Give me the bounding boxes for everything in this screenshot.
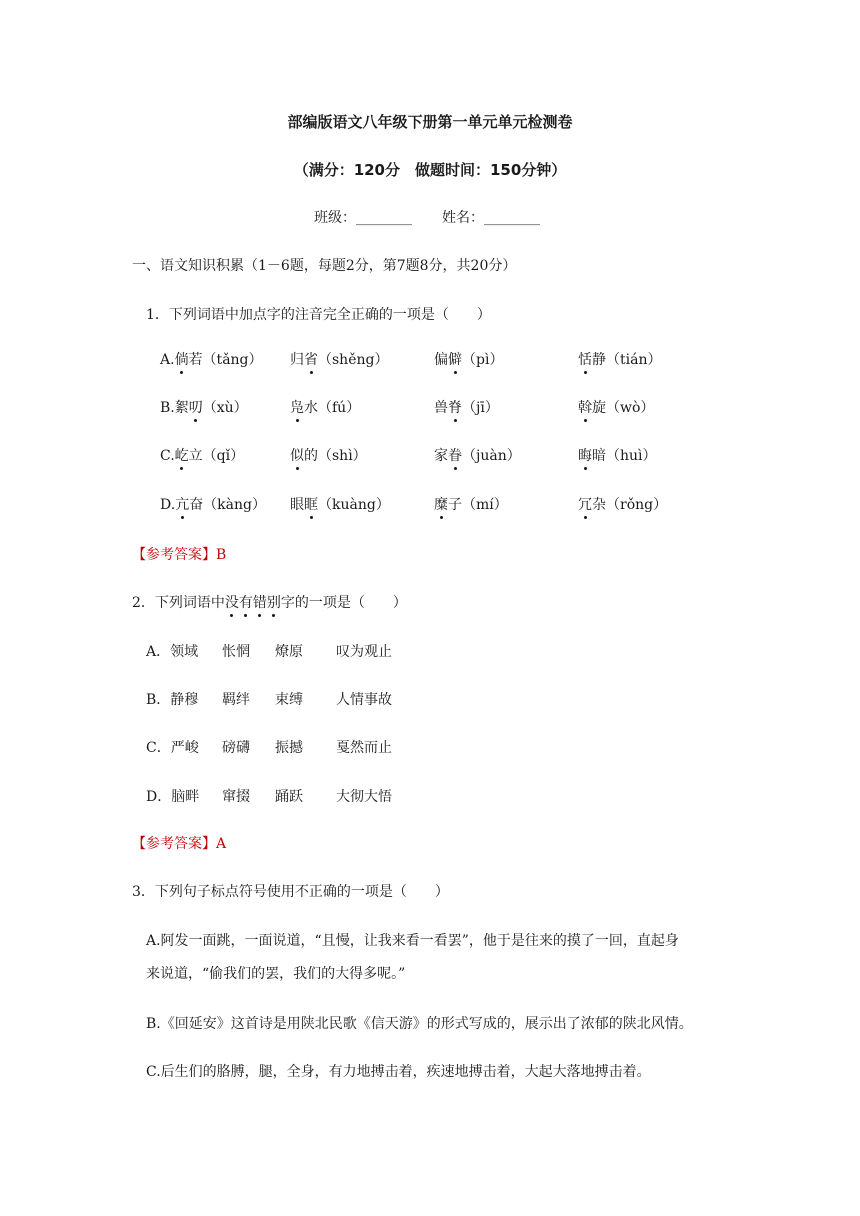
dotted-char: 屹 xyxy=(174,448,189,464)
page-subtitle: （满分：120分 做题时间：150分钟） xyxy=(293,161,567,179)
option-word: 大彻大悟 xyxy=(336,789,392,805)
option-word: 振撼 xyxy=(275,740,303,756)
q2-dotted-char: 没 xyxy=(224,595,239,611)
option-word: 燎原 xyxy=(275,644,303,660)
dotted-char: 脊 xyxy=(448,400,462,416)
option-label: C. xyxy=(160,448,175,464)
dotted-char: 晦 xyxy=(578,448,592,464)
q2-option-row xyxy=(146,787,199,807)
q3-option-c: C.后生们的胳膊，腿，全身，有力地搏击着，疾速地搏击着，大起大落地搏击着。 xyxy=(146,1064,651,1080)
q1-option-item xyxy=(160,398,248,418)
q1-option-item xyxy=(290,350,388,370)
q2-option-row xyxy=(146,642,198,662)
q3-option-a-line2: 来说道，“偷我们的罢，我们的大得多呢。” xyxy=(146,966,406,982)
option-label: A． xyxy=(146,644,171,660)
option-word: 严峻 xyxy=(170,740,199,756)
option-word: 静穆 xyxy=(170,692,199,708)
word-prefix: 絮 xyxy=(174,400,189,416)
word-prefix: 归 xyxy=(290,352,304,368)
page-title: 部编版语文八年级下册第一单元单元检测卷 xyxy=(287,113,573,131)
dotted-char: 似 xyxy=(290,448,304,464)
dotted-char: 眶 xyxy=(304,497,318,513)
word-suffix: 静（tián） xyxy=(592,352,662,368)
q2-option-row xyxy=(146,690,198,710)
q2-dotted-char: 有 xyxy=(238,595,253,611)
q2-stem-pre: 2．下列词语中 xyxy=(132,595,225,611)
q1-option-item xyxy=(290,446,367,466)
q1-stem: 1．下列词语中加点字的注音完全正确的一项是（ ） xyxy=(146,307,491,323)
q1-option-item xyxy=(160,350,263,370)
option-word: 羁绊 xyxy=(222,692,250,708)
option-label: B． xyxy=(146,692,171,708)
word-suffix: 水（fú） xyxy=(304,400,361,416)
dotted-char: 亢 xyxy=(175,497,190,513)
q2-stem xyxy=(132,593,407,613)
word-suffix: 奋（kàng） xyxy=(189,497,266,513)
option-word: 怅惘 xyxy=(222,644,250,660)
q2-answer: 【参考答案】A xyxy=(132,836,227,852)
dotted-char: 凫 xyxy=(290,400,304,416)
word-suffix: （kuàng） xyxy=(318,497,390,513)
q2-dotted-char: 别 xyxy=(266,595,281,611)
q2-option-row xyxy=(146,738,199,758)
q2-dotted-char: 错 xyxy=(252,595,267,611)
word-suffix: 旋（wò） xyxy=(592,400,655,416)
word-prefix: 兽 xyxy=(434,400,448,416)
word-suffix: 杂（rǒng） xyxy=(592,497,668,513)
option-label: D． xyxy=(146,789,172,805)
q1-option-item xyxy=(290,495,390,515)
q1-option-item xyxy=(578,350,661,370)
option-word: 脑畔 xyxy=(171,789,200,805)
dotted-char: 恬 xyxy=(578,352,592,368)
word-suffix: （xù） xyxy=(202,400,248,416)
q2-stem-post: 字的一项是（ ） xyxy=(280,595,407,611)
dotted-char: 糜 xyxy=(434,497,448,513)
option-word: 磅礴 xyxy=(222,740,250,756)
option-word: 窜掇 xyxy=(222,789,250,805)
name-field: 姓名：________ xyxy=(442,210,540,226)
dotted-char: 冗 xyxy=(578,497,592,513)
option-label: C． xyxy=(146,740,171,756)
q1-option-item xyxy=(434,398,499,418)
word-suffix: 暗（huì） xyxy=(592,448,657,464)
q1-option-item xyxy=(578,398,654,418)
dotted-char: 眷 xyxy=(448,448,462,464)
word-suffix: （shěng） xyxy=(318,352,389,368)
q1-option-item xyxy=(290,398,360,418)
q3-stem: 3．下列句子标点符号使用不正确的一项是（ ） xyxy=(132,884,449,900)
word-suffix: 立（qǐ） xyxy=(188,448,245,464)
dotted-char: 斡 xyxy=(578,400,592,416)
option-label: A. xyxy=(160,352,175,368)
word-suffix: 若（tǎng） xyxy=(188,352,263,368)
section-heading: 一、语文知识积累（1－6题，每题2分，第7题8分，共20分） xyxy=(132,258,517,274)
dotted-char: 省 xyxy=(304,352,318,368)
word-suffix: 的（shì） xyxy=(304,448,367,464)
option-word: 束缚 xyxy=(275,692,303,708)
q1-option-item xyxy=(434,495,508,515)
q1-answer: 【参考答案】B xyxy=(132,547,227,563)
word-suffix: （juàn） xyxy=(462,448,521,464)
word-suffix: （pì） xyxy=(462,352,504,368)
option-word: 人情事故 xyxy=(336,692,392,708)
option-label: B. xyxy=(160,400,175,416)
word-suffix: 子（mí） xyxy=(448,497,508,513)
option-word: 踊跃 xyxy=(275,789,303,805)
dotted-char: 叨 xyxy=(188,400,203,416)
dotted-char: 僻 xyxy=(448,352,462,368)
q1-option-item xyxy=(160,495,266,515)
q1-option-item xyxy=(434,350,503,370)
word-prefix: 家 xyxy=(434,448,448,464)
option-word: 叹为观止 xyxy=(336,644,392,660)
option-word: 戛然而止 xyxy=(336,740,392,756)
option-word: 领域 xyxy=(170,644,199,660)
dotted-char: 倘 xyxy=(174,352,189,368)
q1-option-item xyxy=(578,495,667,515)
word-prefix: 偏 xyxy=(434,352,448,368)
option-label: D. xyxy=(160,497,176,513)
word-prefix: 眼 xyxy=(290,497,304,513)
q3-option-a-line1: A.阿发一面跳，一面说道，“且慢，让我来看一看罢”，他于是往来的摸了一回，直起身 xyxy=(146,933,679,949)
q1-option-item xyxy=(578,446,657,466)
word-suffix: （jī） xyxy=(462,400,499,416)
q3-option-b: B.《回延安》这首诗是用陕北民歌《信天游》的形式写成的，展示出了浓郁的陕北风情。 xyxy=(146,1016,693,1032)
q1-option-item xyxy=(434,446,521,466)
class-field: 班级：________ xyxy=(314,210,412,226)
q1-option-item xyxy=(160,446,244,466)
